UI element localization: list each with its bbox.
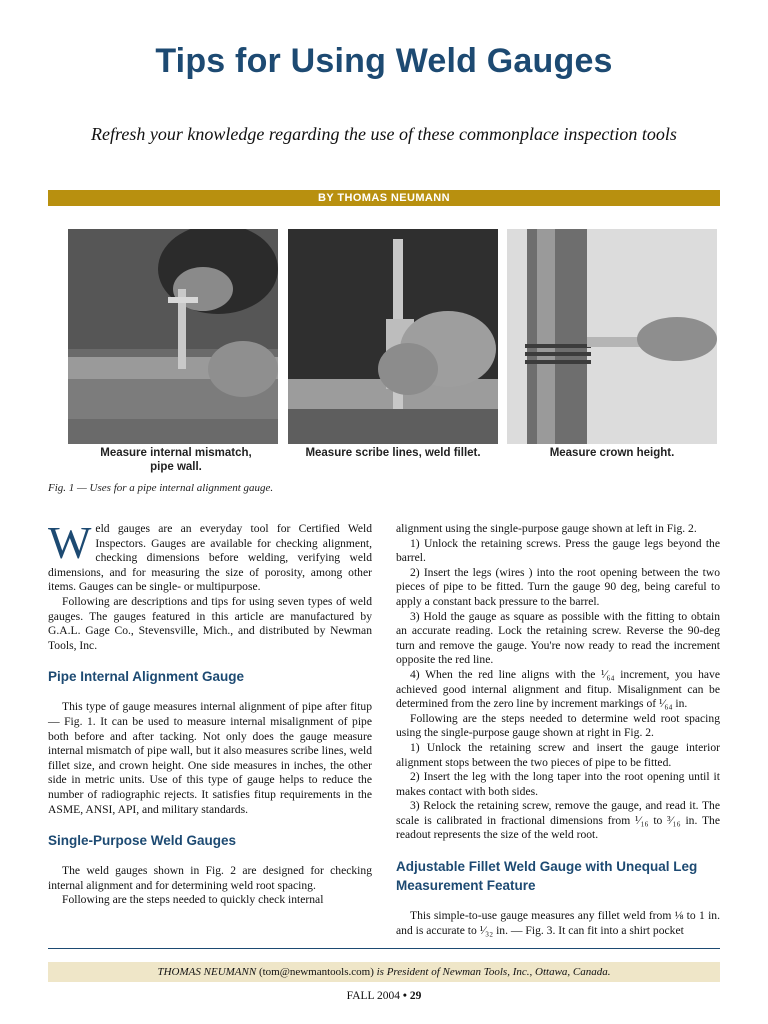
heading-single-purpose: Single-Purpose Weld Gauges [48,833,237,849]
intro-text: eld gauges are an everyday tool for Certified Weld Inspectors. Gauges are available for checking alignment, checking dimensions before welding, verifying weld dimensions, and for measuring the size of porosity, among other items. Gauges can be single- or multipurpose. [48,522,372,594]
byline-bar: BY THOMAS NEUMANN [48,190,720,206]
step-1: 1) Unlock the retaining screws. Press the gauge legs beyond the barrel. [396,536,720,565]
issue-label: FALL 2004 [346,990,401,1002]
left-column [48,517,372,908]
author-bio-bar [48,962,720,982]
step-4: 4) When the red line aligns with the ¹⁄₆₄ increment, you have achieved good internal alignment and fitup. Misalignment can be determined from the zero line by increment markings of ¹⁄₆₄ in. [396,667,720,711]
paragraph-single-1: The weld gauges shown in Fig. 2 are designed for checking internal alignment and for determining weld root spacing. [48,864,372,892]
fig-1-caption: Fig. 1 — Uses for a pipe internal alignment gauge. [48,482,274,494]
figure-caption-1-line-1: Measure internal mismatch, [100,447,252,459]
photo-internal-mismatch [68,229,278,444]
root-step-1: 1) Unlock the retaining screw and insert the gauge interior alignment stops between the two pieces of pipe to be fitted. [396,740,720,769]
article-subtitle: Refresh your knowledge regarding the use of these commonplace inspection tools [91,124,677,144]
author-bio: is President of Newman Tools, Inc., Ottawa, Canada. [376,966,611,978]
figure-caption-1-line-2: pipe wall. [150,461,202,473]
paragraph-continued: alignment using the single-purpose gauge shown at left in Fig. 2. [396,522,697,535]
step-2: 2) Insert the legs (wires ) into the root opening between the two pieces of pipe to be fitted. Turn the gauge 90 deg, being careful to apply a constant back pressure to the barrel. [396,565,720,608]
right-column [396,522,720,938]
figure-caption-3: Measure crown height. [549,447,675,459]
footer-rule [48,948,720,949]
root-step-2: 2) Insert the leg with the long taper into the root opening until it makes contact with both sides. [396,770,720,798]
root-step-3: 3) Relock the retaining screw, remove the gauge, and read it. The scale is calibrated in fractional dimensions from ¹⁄₁₆ to ³⁄₁₆ in. The readout represents the size of the weld root. [396,799,720,842]
page-footer [0,990,768,1002]
paragraph-fillet: This simple-to-use gauge measures any fillet weld from ⅛ to 1 in. and is accurate to ¹⁄₃₂ in. — Fig. 3. It can fit into a shirt pocket [396,909,720,937]
bullet: • [402,990,407,1002]
author-name: THOMAS NEUMANN [157,966,257,978]
heading-pipe-alignment: Pipe Internal Alignment Gauge [48,669,245,685]
figure-caption-1 [76,446,276,474]
paragraph-2: Following are descriptions and tips for using seven types of weld gauges. The gauges featured in this article are manufactured by G.A.L. Gage Co., Stevensville, Mich., and distributed by Newman Tools, Inc. [48,594,372,652]
article-title: Tips for Using Weld Gauges [155,42,613,80]
step-3: 3) Hold the gauge as square as possible with the fitting to obtain an accurate reading. Lock the retaining screw. Reverse the 90-deg turn and remove the gauge. You're now ready to read the increment opposite the red line. [396,609,720,667]
paragraph-single-2: Following are the steps needed to quickly check internal [62,893,324,907]
drop-cap: W [48,517,92,568]
paragraph-root-spacing: Following are the steps needed to determine weld root spacing using the single-purpose gauge shown at right in Fig. 2. [396,711,720,740]
paragraph-pipe-alignment: This type of gauge measures internal alignment of pipe after fitup — Fig. 1. It can be used to measure internal misalignment of pipe both before and after tacking. Not only does the gauge measure internal mismatch of pipe wall, but it also measures scribe lines, weld fillet size, and crown height. One side measures in inches, the other side in metric units. Use of this type of gauge helps to reduce the number of radiographic rejects. It satisfies fitup requirements in the ASME, ANSI, API, and military standards. [48,700,372,816]
author-email[interactable]: (tom@newmantools.com) [258,966,374,978]
photo-scribe-lines [288,229,498,444]
page-number: 29 [409,990,422,1002]
heading-fillet-gauge: Adjustable Fillet Weld Gauge with Unequal Leg Measurement Feature [396,859,698,894]
intro-paragraph [48,517,372,595]
photo-crown-height [507,229,717,444]
figure-caption-2: Measure scribe lines, weld fillet. [305,447,481,459]
